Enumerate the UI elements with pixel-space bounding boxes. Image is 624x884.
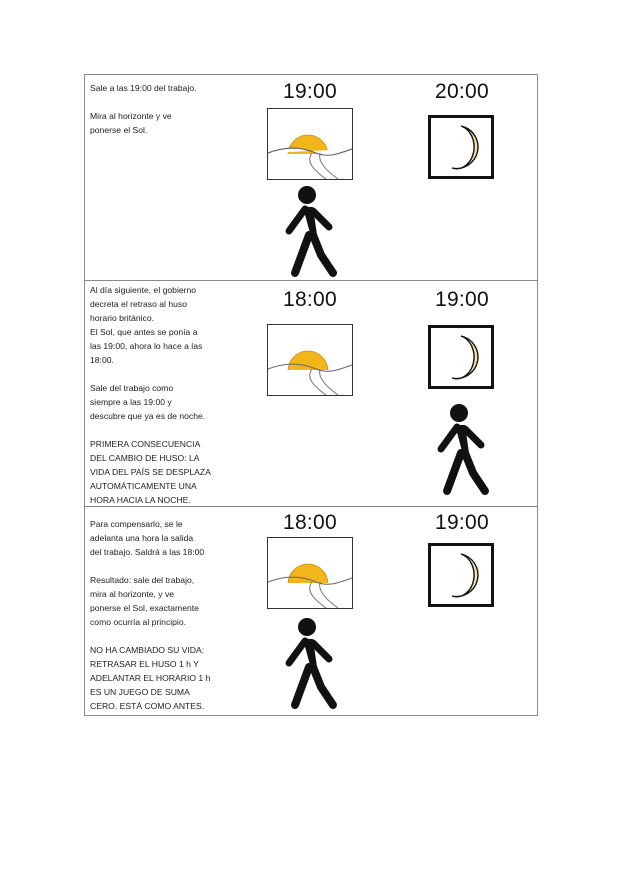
paragraph: Al día siguiente, el gobierno decreta el retraso al huso horario británico. El Sol, que antes se ponía a las 19:00, ahora lo hace a las 18:00. [90,285,203,365]
panel-text [90,517,262,727]
night-time: 20:00 [434,80,490,103]
paragraph: Sale del trabajo como siempre a las 19:00 y descubre que ya es de noche. [90,383,206,421]
walking-person-icon [281,617,343,712]
sunset-time: 18:00 [282,288,338,311]
night-time: 19:00 [434,288,490,311]
panel-row-1 [85,75,537,280]
comic-table [84,74,538,716]
paragraph: NO HA CAMBIADO SU VIDA: RETRASAR EL HUSO 1 h Y ADELANTAR EL HORARIO 1 h ES UN JUEGO DE SUMA CERO. ESTÁ COMO ANTES. [90,645,211,711]
panel-row-3 [85,506,537,715]
walking-person-icon [433,403,495,498]
paragraph: Resultado: sale del trabajo, mira al horizonte, y ve ponerse el Sol, exactamente como ocurría al principio. [90,575,199,627]
sunset-icon [267,537,353,609]
moon-icon [428,543,494,607]
sunset-icon [267,108,353,180]
moon-icon [428,115,494,179]
panel-text [90,81,262,151]
panel-text [90,283,262,521]
walking-person-icon [281,185,343,280]
night-time: 19:00 [434,511,490,534]
sunset-icon [267,324,353,396]
sunset-time: 19:00 [282,80,338,103]
paragraph: Mira al horizonte y ve ponerse el Sol. [90,111,172,135]
sunset-time: 18:00 [282,511,338,534]
paragraph: PRIMERA CONSECUENCIA DEL CAMBIO DE HUSO: LA VIDA DEL PAÍS SE DESPLAZA AUTOMÁTICAMENTE UNA HORA HACIA LA NOCHE. [90,439,211,505]
paragraph: Sale a las 19:00 del trabajo. [90,83,197,93]
paragraph: Para compensarlo, se le adelanta una hora la salida del trabajo. Saldrá a las 18:00 [90,519,205,557]
moon-icon [428,325,494,389]
panel-row-2 [85,280,537,506]
